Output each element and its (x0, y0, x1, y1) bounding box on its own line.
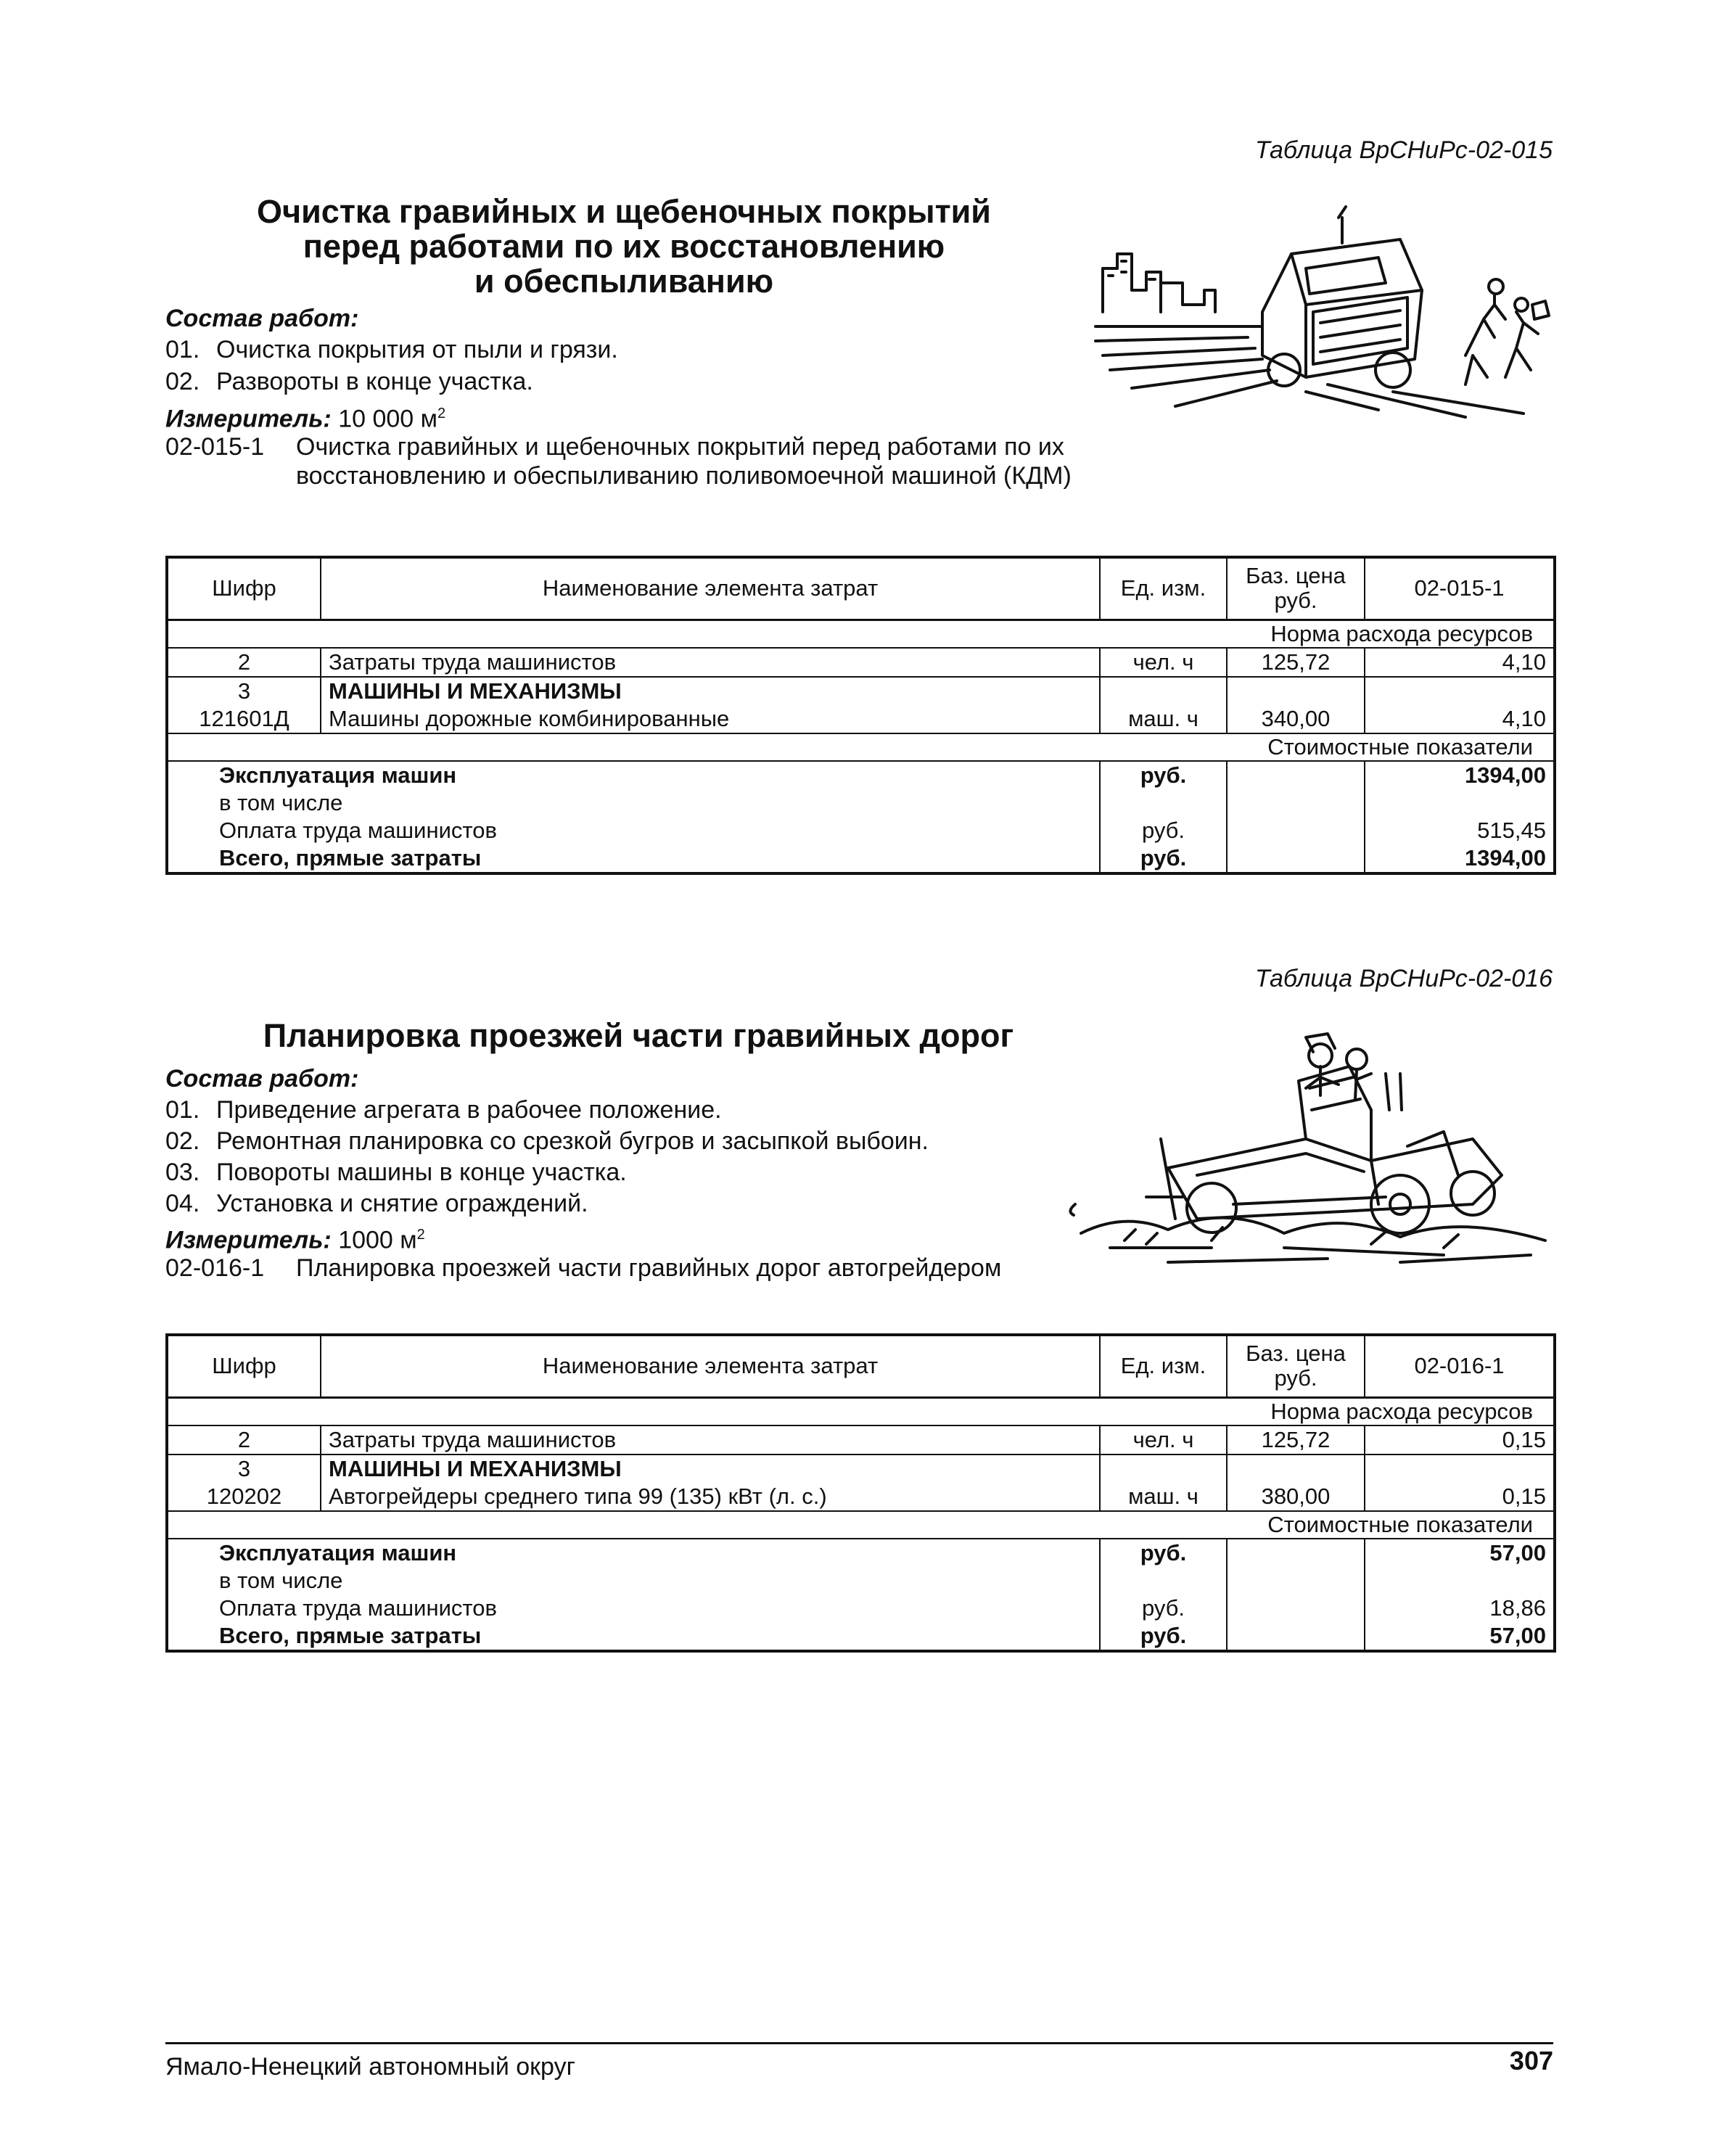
header-name: Наименование элемента затрат (321, 557, 1100, 620)
step-text: Установка и снятие ограждений. (216, 1190, 588, 1217)
row-norm (1365, 1455, 1555, 1483)
cost-value: 57,00 (1489, 1622, 1546, 1648)
cost-unit: руб. (1100, 761, 1227, 789)
cost-name: в том числе (167, 789, 1100, 817)
header-price: Баз. цена руб. (1227, 1335, 1365, 1397)
table-header-row (167, 557, 1555, 620)
work-step (165, 335, 618, 364)
row-norm (1365, 677, 1555, 705)
cost-name: Всего, прямые затраты (167, 1622, 1100, 1651)
header-code: Шифр (167, 557, 321, 620)
cost-row (167, 1567, 1555, 1595)
page-number: 307 (1509, 2046, 1553, 2075)
header-unit: Ед. изм. (1100, 557, 1227, 620)
cost-header-row (167, 733, 1555, 761)
work-step (165, 1095, 722, 1124)
table-row (167, 677, 1555, 705)
norm-header: Норма расхода ресурсов (1227, 1397, 1555, 1425)
row-price (1227, 1455, 1365, 1483)
table-caption: Таблица ВрСНиРс-02-015 (1254, 136, 1553, 164)
cost-value: 1394,00 (1464, 844, 1546, 871)
cost-unit: руб. (1100, 817, 1227, 844)
item-description (165, 1254, 1109, 1285)
row-norm: 0,15 (1365, 1425, 1555, 1455)
step-text: Приведение агрегата в рабочее положение. (216, 1096, 722, 1124)
cost-header: Стоимостные показатели (1227, 1511, 1555, 1539)
step-text: Развороты в конце участка. (216, 368, 533, 395)
composition-label: Состав работ: (165, 305, 359, 332)
row-name: Автогрейдеры среднего типа 99 (135) кВт (л. с.) (321, 1483, 1100, 1511)
row-norm: 4,10 (1365, 648, 1555, 677)
row-code: 2 (167, 1425, 321, 1455)
step-number: 01. (165, 1096, 200, 1124)
measure (165, 1220, 425, 1254)
row-norm: 0,15 (1365, 1483, 1555, 1511)
row-price: 340,00 (1227, 705, 1365, 733)
row-code: 3 (167, 1455, 321, 1483)
row-unit: чел. ч (1100, 648, 1227, 677)
row-price: 380,00 (1227, 1483, 1365, 1511)
cost-name: Всего, прямые затраты (167, 844, 1100, 873)
cost-value (1365, 789, 1555, 817)
row-code: 120202 (167, 1483, 321, 1511)
cost-header-row (167, 1511, 1555, 1539)
cost-unit: руб. (1100, 1539, 1227, 1567)
cost-name: Эксплуатация машин (167, 761, 1100, 789)
row-price: 125,72 (1227, 1425, 1365, 1455)
row-name: Машины дорожные комбинированные (321, 705, 1100, 733)
cost-row (167, 1622, 1555, 1651)
cost-unit: руб. (1100, 844, 1227, 873)
table-caption: Таблица ВрСНиРс-02-016 (1254, 965, 1553, 992)
table-row (167, 648, 1555, 677)
work-step (165, 1127, 929, 1156)
step-number: 02. (165, 1127, 200, 1155)
cost-name: Оплата труда машинистов (167, 1595, 1100, 1622)
norm-header: Норма расхода ресурсов (1227, 620, 1555, 648)
row-unit (1100, 677, 1227, 705)
row-code: 2 (167, 648, 321, 677)
step-text: Ремонтная планировка со срезкой бугров и засыпкой выбоин. (216, 1127, 929, 1155)
row-code: 3 (167, 677, 321, 705)
cost-value: 57,00 (1489, 1539, 1546, 1565)
row-name: Затраты труда машинистов (321, 1425, 1100, 1455)
row-code: 121601Д (167, 705, 321, 733)
work-step (165, 1189, 588, 1218)
header-price: Баз. цена руб. (1227, 557, 1365, 620)
row-unit: маш. ч (1100, 1483, 1227, 1511)
step-text: Повороты машины в конце участка. (216, 1159, 627, 1186)
cost-unit: руб. (1100, 1622, 1227, 1651)
measure-sup: 2 (437, 406, 446, 421)
row-norm: 4,10 (1365, 705, 1555, 733)
work-step (165, 1158, 627, 1187)
cost-value: 18,86 (1489, 1595, 1546, 1621)
step-number: 01. (165, 336, 200, 363)
step-number: 02. (165, 368, 200, 395)
cost-table (165, 1333, 1556, 1653)
table-header-row (167, 1335, 1555, 1397)
footer-region: Ямало-Ненецкий автономный округ (165, 2053, 575, 2081)
row-price (1227, 677, 1365, 705)
cost-row (167, 789, 1555, 817)
row-unit: чел. ч (1100, 1425, 1227, 1455)
row-unit (1100, 1455, 1227, 1483)
step-number: 04. (165, 1190, 200, 1217)
cost-row (167, 761, 1555, 789)
table-row (167, 1483, 1555, 1511)
section-title (189, 194, 1059, 299)
measure-label: Измеритель: (165, 405, 332, 433)
table-row (167, 1425, 1555, 1455)
header-unit: Ед. изм. (1100, 1335, 1227, 1397)
header-norm: 02-016-1 (1365, 1335, 1555, 1397)
cost-row (167, 844, 1555, 873)
row-name: МАШИНЫ И МЕХАНИЗМЫ (321, 1455, 1100, 1483)
section-title-line: Очистка гравийных и щебеночных покрытий (257, 193, 991, 230)
section-title-line: перед работами по их восстановлению (303, 228, 945, 265)
step-text: Очистка покрытия от пыли и грязи. (216, 336, 618, 363)
cost-row (167, 817, 1555, 844)
table-row (167, 705, 1555, 733)
cost-unit (1100, 1567, 1227, 1595)
item-code: 02-015-1 (165, 433, 265, 461)
work-step (165, 367, 533, 396)
cost-value: 515,45 (1477, 817, 1546, 843)
norm-header-row (167, 1397, 1555, 1425)
section-title (218, 1019, 1059, 1053)
cost-name: Эксплуатация машин (167, 1539, 1100, 1567)
table-row (167, 1455, 1555, 1483)
item-desc: Планировка проезжей части гравийных дорог автогрейдером (296, 1254, 1002, 1282)
cost-value (1365, 1567, 1555, 1595)
measure-value: 10 000 м (338, 405, 438, 433)
header-code: Шифр (167, 1335, 321, 1397)
measure (165, 399, 445, 433)
header-name: Наименование элемента затрат (321, 1335, 1100, 1397)
header-norm: 02-015-1 (1365, 557, 1555, 620)
motor-grader-illustration (1066, 1030, 1560, 1277)
cost-name: в том числе (167, 1567, 1100, 1595)
cost-unit (1100, 789, 1227, 817)
road-sweeper-truck-illustration (1088, 203, 1560, 421)
measure-value: 1000 м (338, 1226, 417, 1254)
footer-divider (165, 2042, 1553, 2044)
norm-header-row (167, 620, 1555, 648)
cost-table (165, 556, 1556, 875)
item-description (165, 432, 1109, 527)
cost-value: 1394,00 (1464, 762, 1546, 788)
measure-label: Измеритель: (165, 1226, 332, 1254)
row-name: Затраты труда машинистов (321, 648, 1100, 677)
cost-row (167, 1595, 1555, 1622)
cost-row (167, 1539, 1555, 1567)
row-unit: маш. ч (1100, 705, 1227, 733)
composition-label: Состав работ: (165, 1065, 359, 1093)
section-title-line: и обеспыливанию (474, 263, 774, 300)
cost-header: Стоимостные показатели (1227, 733, 1555, 761)
item-code: 02-016-1 (165, 1254, 265, 1282)
step-number: 03. (165, 1159, 200, 1186)
section-title-line: Планировка проезжей части гравийных дорог (263, 1017, 1014, 1054)
row-name: МАШИНЫ И МЕХАНИЗМЫ (321, 677, 1100, 705)
measure-sup: 2 (416, 1227, 425, 1243)
cost-unit: руб. (1100, 1595, 1227, 1622)
cost-name: Оплата труда машинистов (167, 817, 1100, 844)
row-price: 125,72 (1227, 648, 1365, 677)
item-desc: Очистка гравийных и щебеночных покрытий перед работами по их восстановлению и обеспыливанию поливомоечной машиной (КДМ) (296, 433, 1072, 490)
